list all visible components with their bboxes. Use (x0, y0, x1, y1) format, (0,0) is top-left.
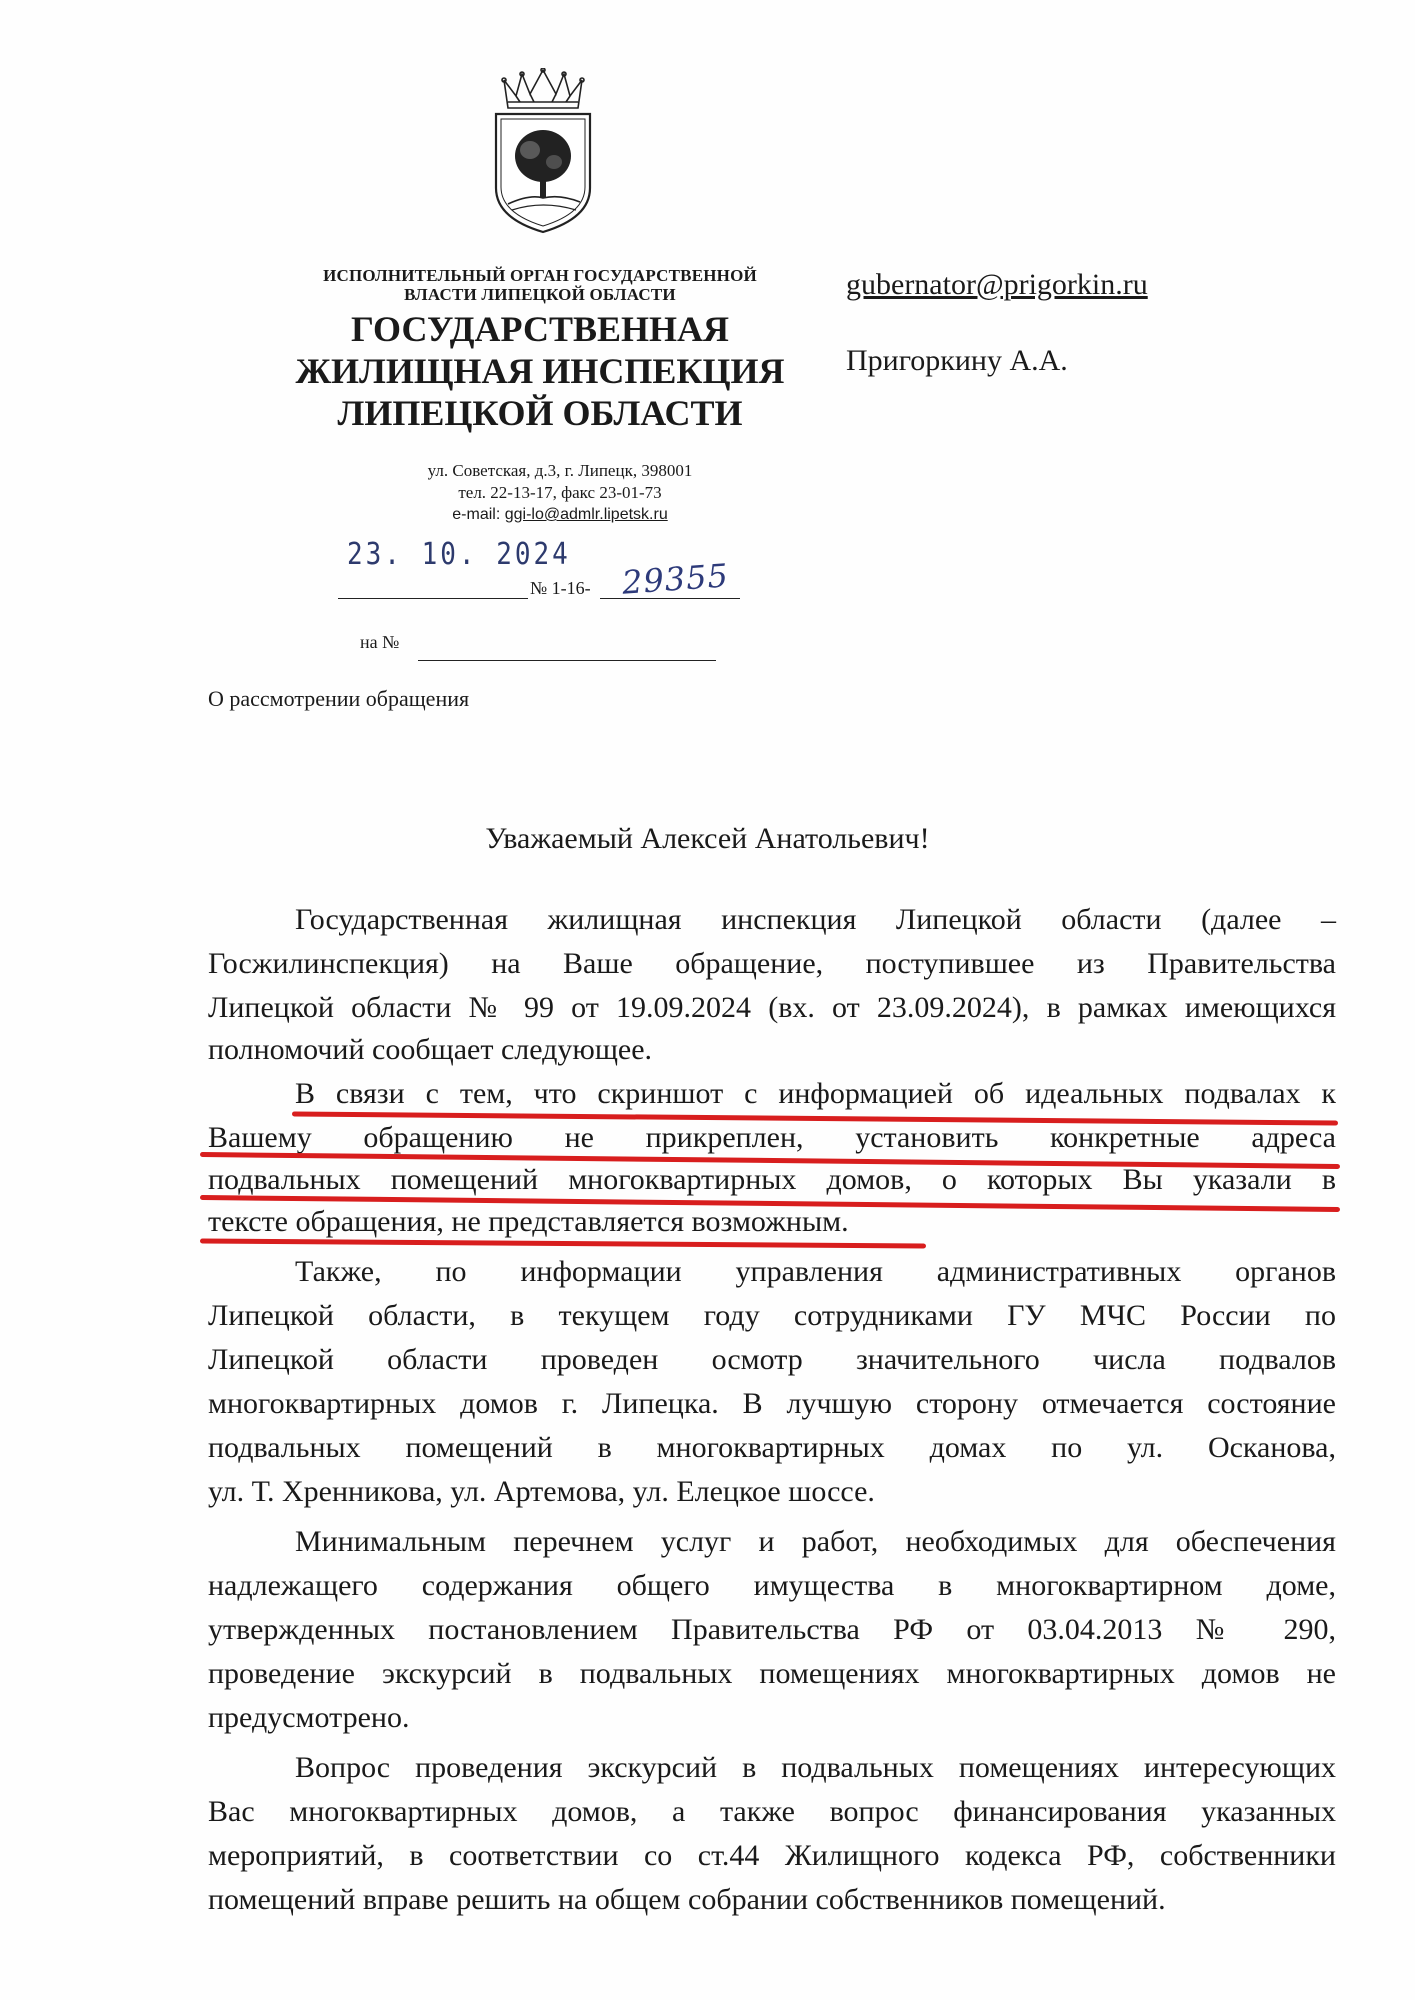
body-line: Липецкой области, в текущем году сотрудниками ГУ МЧС России по (208, 1299, 1336, 1332)
registration-number-prefix: № 1-16- (530, 578, 591, 598)
registration-number-handwritten: 29355 (620, 556, 730, 602)
greeting: Уважаемый Алексей Анатольевич! (485, 822, 930, 855)
reply-to-underline (418, 660, 716, 661)
highlighted-body-line: В связи с тем, что скриншот с информацией об идеальных подвалах к (295, 1077, 1336, 1110)
letter-subject: О рассмотрении обращения (208, 686, 470, 711)
org-email-line (330, 504, 790, 526)
highlighted-body-line: подвальных помещений многоквартирных домов, о которых Вы указали в (208, 1163, 1336, 1196)
body-line: ул. Т. Хренникова, ул. Артемова, ул. Елецкое шоссе. (208, 1475, 875, 1508)
body-line: Госжилинспекция) на Ваше обращение, поступившее из Правительства (208, 947, 1336, 980)
body-line: проведение экскурсий в подвальных помещениях многоквартирных домов не (208, 1657, 1336, 1690)
recipient-email[interactable]: gubernator@prigorkin.ru (846, 268, 1148, 301)
body-line: подвальных помещений в многоквартирных домах по ул. Осканова, (208, 1431, 1336, 1464)
org-address: ул. Советская, д.3, г. Липецк, 398001 (427, 461, 693, 480)
date-stamp: 23. 10. 2024 (347, 537, 571, 573)
authority-line-1: ИСПОЛНИТЕЛЬНЫЙ ОРГАН ГОСУДАРСТВЕННОЙ (323, 266, 757, 285)
coat-of-arms-emblem (490, 68, 596, 236)
body-line: утвержденных постановлением Правительства РФ от 03.04.2013 № 290, (208, 1613, 1336, 1646)
body-line: Липецкой области проведен осмотр значительного числа подвалов (208, 1343, 1336, 1376)
date-underline (338, 598, 528, 599)
reply-to-label: на № (360, 632, 400, 652)
body-line: Также, по информации управления административных органов (295, 1255, 1336, 1288)
body-line: предусмотрено. (208, 1701, 410, 1734)
body-line: мероприятий, в соответствии со ст.44 Жилищного кодекса РФ, собственники (208, 1839, 1336, 1872)
body-line: Государственная жилищная инспекция Липецкой области (далее – (295, 903, 1336, 936)
org-name-line-2: ЖИЛИЩНАЯ ИНСПЕКЦИЯ (295, 351, 785, 391)
crown-icon (502, 68, 584, 108)
authority-line-2: ВЛАСТИ ЛИПЕЦКОЙ ОБЛАСТИ (404, 285, 676, 304)
org-name-line-1: ГОСУДАРСТВЕННАЯ (351, 309, 729, 349)
highlighted-body-line: тексте обращения, не представляется возможным. (208, 1205, 849, 1238)
recipient-name: Пригоркину А.А. (846, 344, 1068, 377)
highlighted-body-line: Вашему обращению не прикреплен, установить конкретные адреса (208, 1121, 1336, 1154)
body-line: Вопрос проведения экскурсий в подвальных помещениях интересующих (295, 1751, 1336, 1784)
body-line: полномочий сообщает следующее. (208, 1033, 653, 1066)
body-line: Минимальным перечнем услуг и работ, необходимых для обеспечения (295, 1525, 1336, 1558)
org-email-link[interactable]: ggi-lo@admlr.lipetsk.ru (504, 506, 668, 523)
org-name-line-3: ЛИПЕЦКОЙ ОБЛАСТИ (337, 393, 743, 433)
org-email-label: e-mail: (452, 506, 501, 523)
body-line: Липецкой области № 99 от 19.09.2024 (вх. от 23.09.2024), в рамках имеющихся (208, 991, 1336, 1024)
body-line: надлежащего содержания общего имущества в многоквартирном доме, (208, 1569, 1336, 1602)
org-phone: тел. 22-13-17, факс 23-01-73 (458, 483, 662, 502)
body-line: помещений вправе решить на общем собрании собственников помещений. (208, 1883, 1166, 1916)
body-line: Вас многоквартирных домов, а также вопрос финансирования указанных (208, 1795, 1336, 1828)
body-line: многоквартирных домов г. Липецка. В лучшую сторону отмечается состояние (208, 1387, 1336, 1420)
